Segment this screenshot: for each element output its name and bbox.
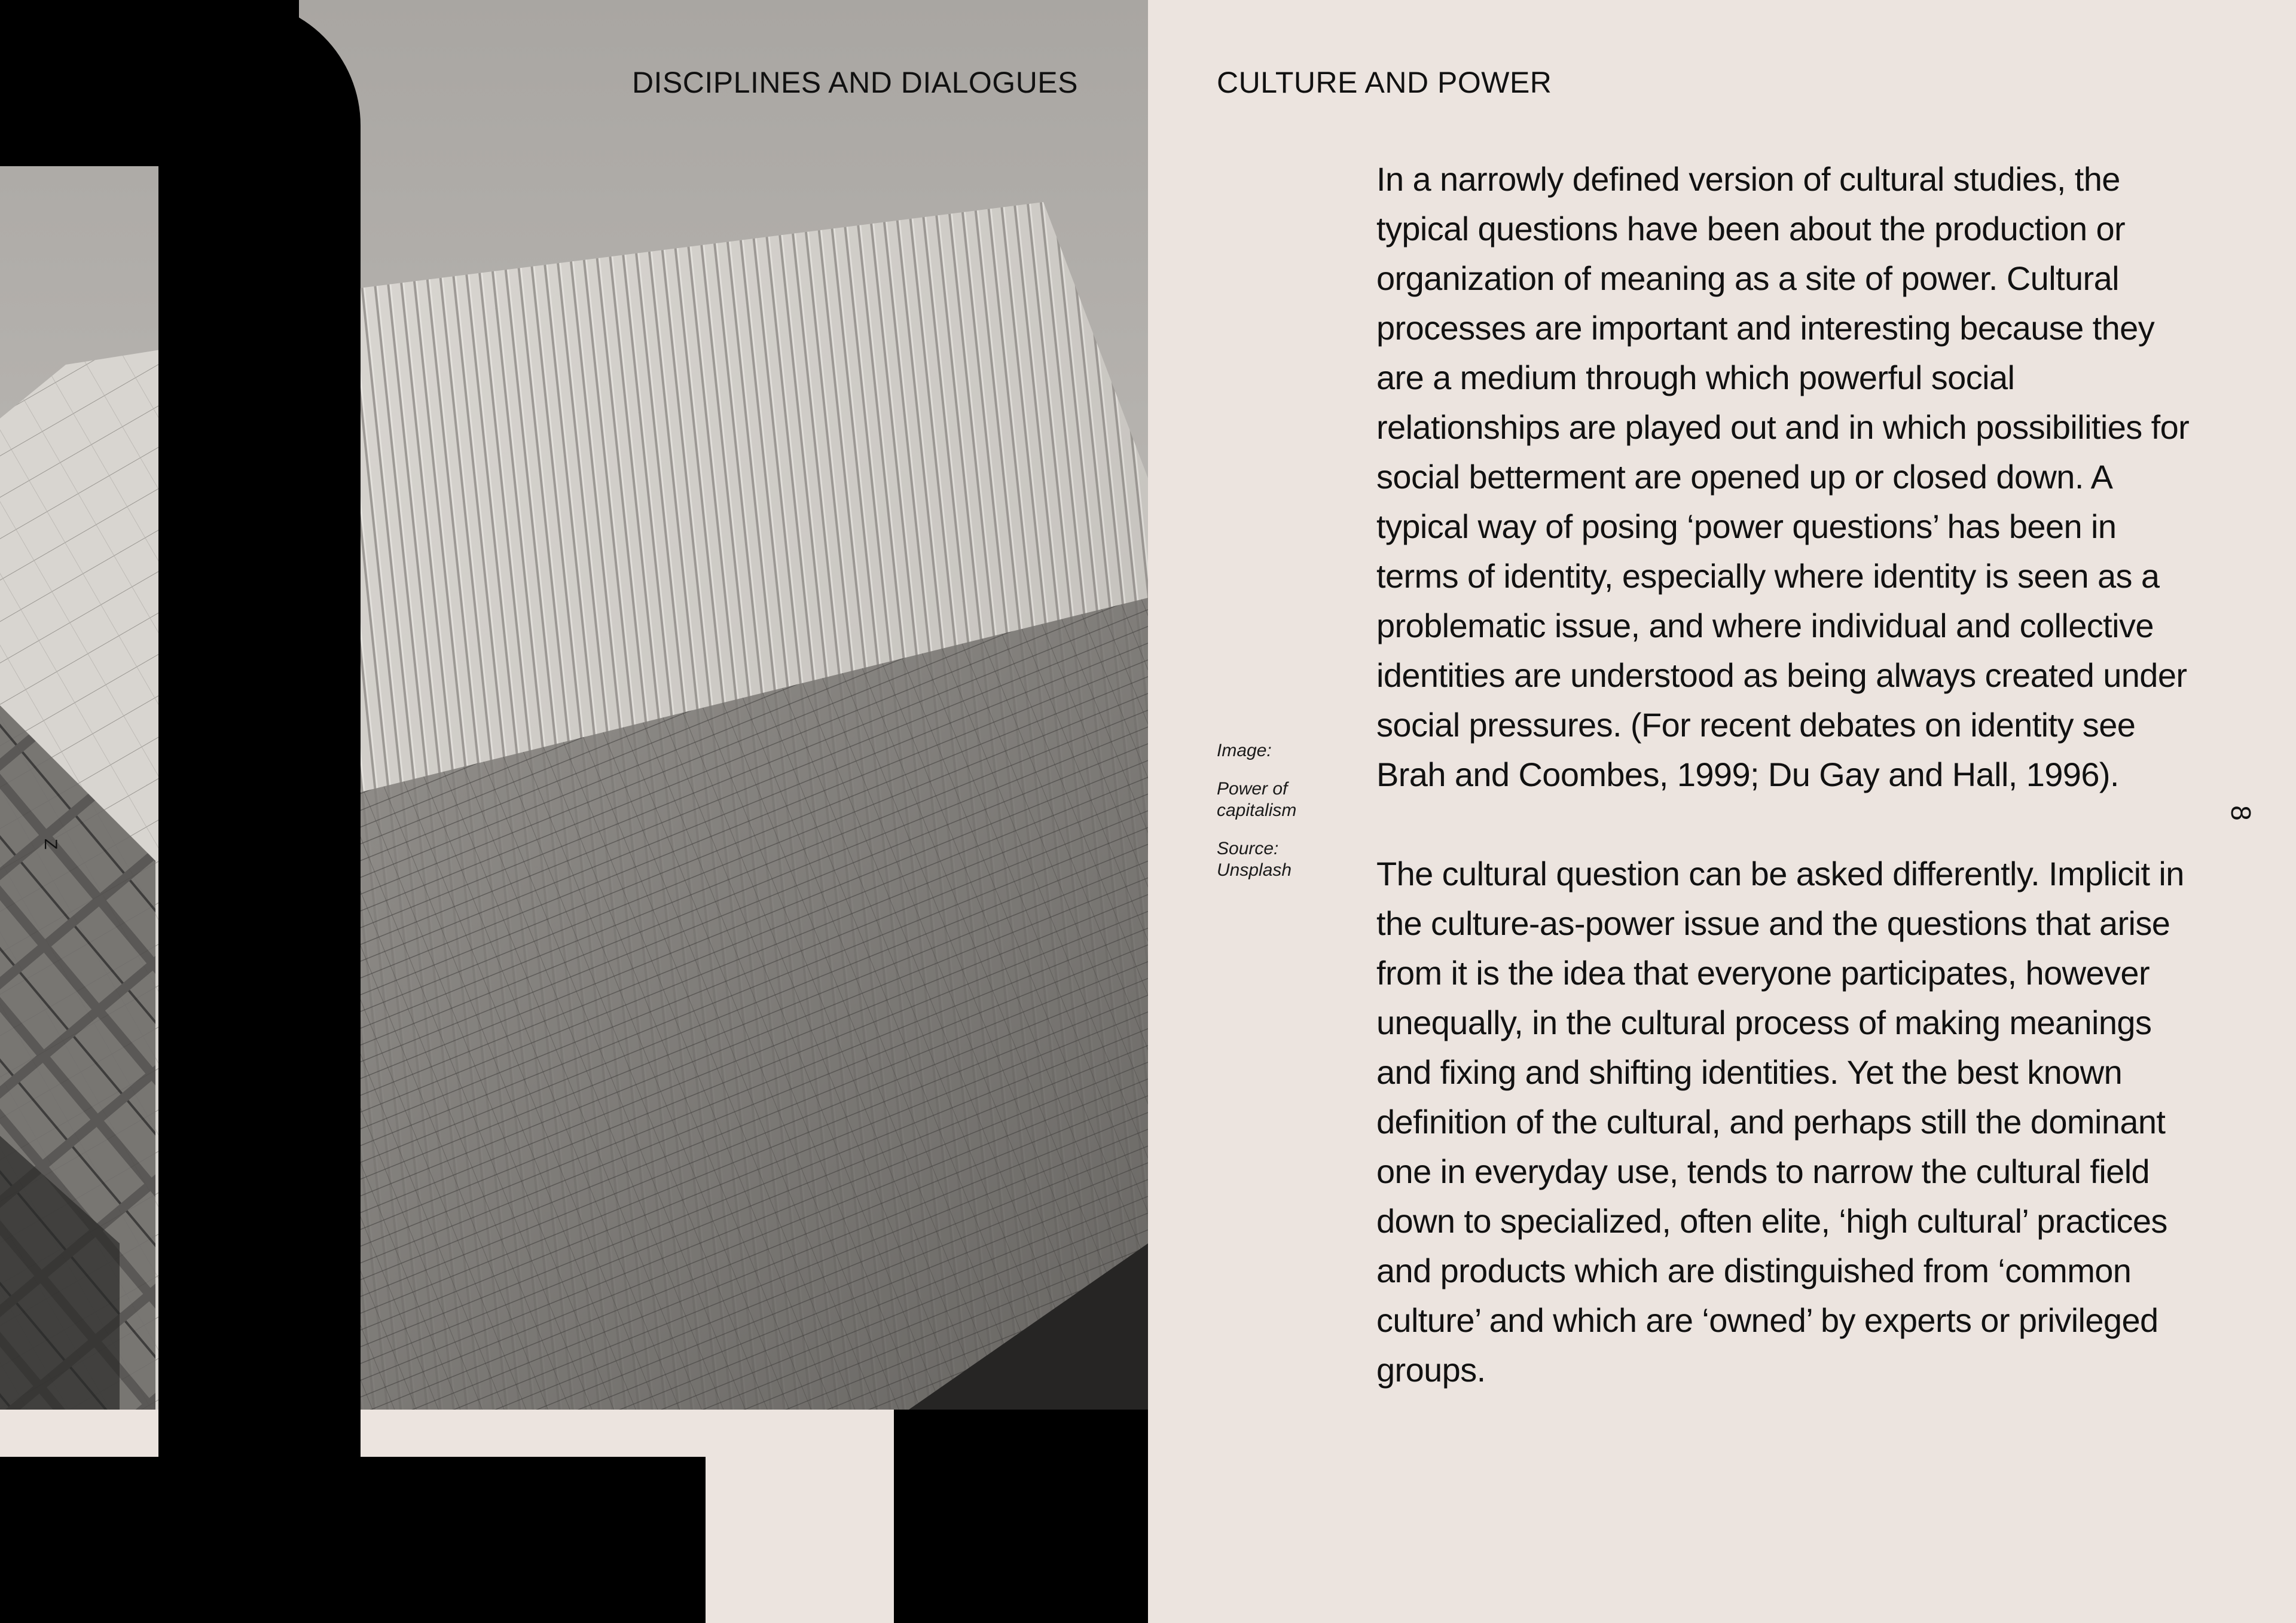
numeral-base-bar	[0, 1457, 706, 1623]
paper-gap	[0, 1410, 158, 1457]
caption-source: Source: Unsplash	[1217, 839, 1292, 880]
right-page	[1148, 0, 2296, 1623]
body-text	[1376, 154, 2202, 1444]
paper-gap-right	[361, 1410, 894, 1457]
numeral-stroke-vertical	[158, 0, 361, 1623]
paragraph: In a narrowly defined version of cultural studies, the typical questions have been about the production or organization of meaning as a site of power. Cultural processes are important and interesting because they are a medium through which powerful social relationships are played out and in which possibilities for social betterment are opened up or closed down. A typical way of posing ‘power questions’ has been in terms of identity, especially where identity is seen as a problematic issue, and where individual and collective identities are understood as being always created under social pressures. (For recent debates on identity see Brah and Coombes, 1999; Du Gay and Hall, 1996).	[1376, 160, 2190, 793]
paper-gap-bottom	[706, 1457, 894, 1623]
page-number: 8	[2225, 805, 2257, 821]
numeral-top-bar	[0, 0, 299, 166]
caption-title: Power of capitalism	[1217, 779, 1297, 820]
running-head-right: CULTURE AND POWER	[1217, 66, 1552, 99]
paragraph: The cultural question can be asked differently. Implicit in the culture-as-power issue and the questions that arise from it is the idea that everyone participates, however unequally, in the cultural process of making meanings and fixing and shifting identities. Yet the best known definition of the cultural, and perhaps still the dominant one in everyday use, tends to narrow the cultural field down to specialized, often elite, ‘high cultural’ practices and products which are distinguished from ‘common culture’ and which are ‘owned’ by experts or privileged groups.	[1376, 855, 2184, 1389]
caption-label: Image:	[1217, 741, 1272, 760]
corner-block	[894, 1410, 1148, 1623]
side-mark: Z	[41, 838, 61, 850]
running-head-left: DISCIPLINES AND DIALOGUES	[631, 66, 1078, 99]
image-caption	[1217, 740, 1330, 898]
